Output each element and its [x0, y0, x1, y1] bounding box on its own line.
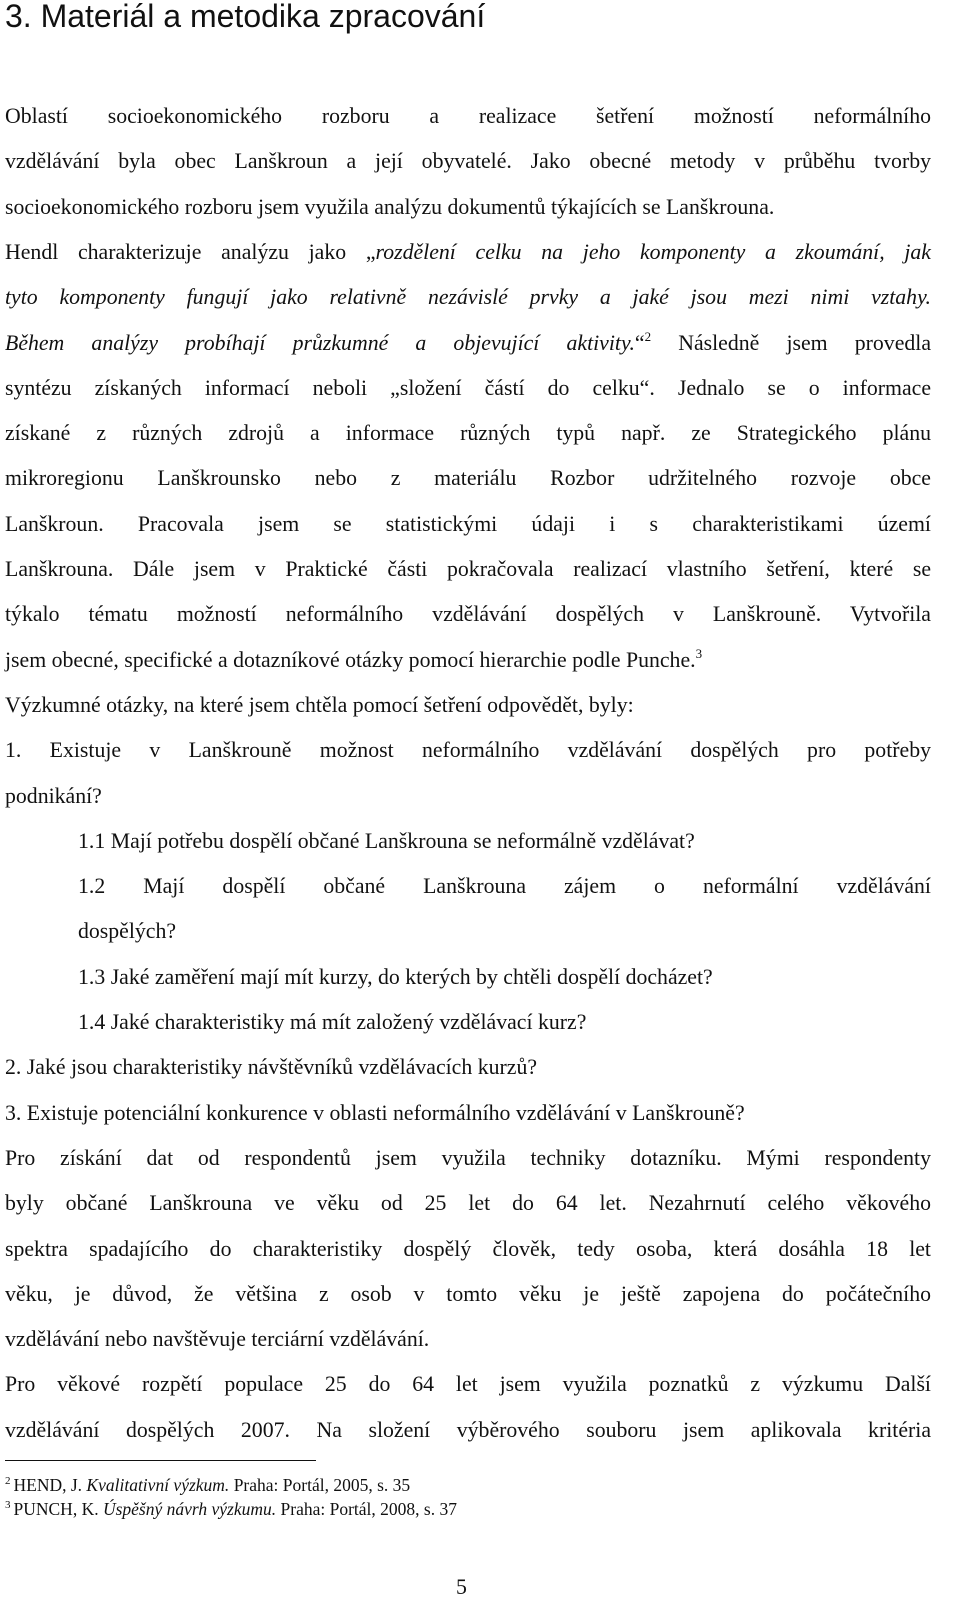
italic-text: Kvalitativní výzkum. [86, 1475, 230, 1495]
italic-text: Úspěšný návrh výzkumu. [102, 1499, 277, 1519]
text-segment: mikroregionu Lanškrounsko nebo z materiálu Rozbor udržitelného rozvoje obce [5, 466, 931, 491]
text-segment: Hendl charakterizuje analýzu jako „ [5, 239, 376, 264]
section-heading: 3. Materiál a metodika zpracování [5, 0, 486, 34]
text-segment: vzdělávání byla obec Lanškroun a její obyvatelé. Jako obecné metody v průběhu tvorby [5, 149, 931, 174]
text-line [5, 1324, 931, 1354]
text-segment: HEND, J. [13, 1475, 87, 1495]
text-line [5, 509, 931, 539]
footnote [5, 1498, 457, 1520]
text-line [5, 418, 931, 448]
text-line [5, 1415, 931, 1445]
footnote-reference: 3 [695, 645, 703, 661]
footnote-separator [5, 1460, 316, 1461]
italic-text: tyto komponenty fungují jako relativně nezávislé prvky a jaké jsou mezi nimi vztahy. [5, 285, 931, 310]
text-segment: 3. Existuje potenciální konkurence v oblasti neformálního vzdělávání v Lanškrouně? [5, 1100, 745, 1125]
footnote-number: 3 [5, 1499, 11, 1511]
text-segment: Pro získání dat od respondentů jsem využila techniky dotazníku. Mými respondenty [5, 1145, 931, 1170]
text-segment: dospělých? [78, 919, 177, 944]
text-line [78, 1007, 931, 1037]
text-line [5, 328, 931, 358]
text-segment: Oblastí socioekonomického rozboru a realizace šetření možností neformálního [5, 104, 931, 128]
text-segment: 2. Jaké jsou charakteristiky návštěvníků vzdělávacích kurzů? [5, 1055, 538, 1080]
text-segment: 1.4 Jaké charakteristiky má mít založený vzdělávací kurz? [78, 1010, 587, 1034]
text-line [5, 554, 931, 584]
text-line [5, 146, 931, 176]
text-line [5, 282, 931, 312]
text-segment: byly občané Lanškrouna ve věku od 25 let do 64 let. Nezahrnutí celého věkového [5, 1191, 931, 1216]
text-line [5, 237, 931, 267]
text-segment: 1.2 Mají dospělí občané Lanškrouna zájem o neformální vzdělávání [78, 874, 931, 899]
text-segment: týkalo tématu možností neformálního vzdělávání dospělých v Lanškrouně. Vytvořila [5, 602, 931, 627]
text-segment: podnikání? [5, 783, 102, 808]
text-segment: jsem obecné, specifické a dotazníkové otázky pomocí hierarchie podle Punche. [5, 647, 696, 672]
text-line [5, 1188, 931, 1218]
text-line [5, 463, 931, 493]
text-line [78, 962, 931, 992]
text-segment: vzdělávání nebo navštěvuje terciární vzdělávání. [5, 1327, 430, 1352]
footnote-reference: 2 [644, 328, 652, 344]
text-line [5, 101, 931, 131]
text-segment: Následně jsem provedla [651, 330, 931, 355]
text-segment: získané z různých zdrojů a informace různých typů např. ze Strategického plánu [5, 421, 931, 446]
text-segment: spektra spadajícího do charakteristiky dospělý člověk, tedy osoba, která dosáhla 18 let [5, 1236, 931, 1261]
text-line [5, 1098, 931, 1128]
text-line [78, 871, 931, 901]
text-segment: Výzkumné otázky, na které jsem chtěla pomocí šetření odpovědět, byly: [5, 692, 634, 717]
text-segment: syntézu získaných informací neboli „složení částí do celku“. Jednalo se o informace [5, 375, 931, 400]
text-segment: Pro věkové rozpětí populace 25 do 64 let jsem využila poznatků z výzkumu Další [5, 1372, 931, 1397]
text-segment: Lanškroun. Pracovala jsem se statistickými údaji i s charakteristikami území [5, 511, 931, 536]
footnote-number: 2 [5, 1475, 11, 1487]
text-segment: vzdělávání dospělých 2007. Na složení výběrového souboru jsem aplikovala kritéria [5, 1417, 931, 1442]
text-segment: socioekonomického rozboru jsem využila analýzu dokumentů týkajících se Lanškrouna. [5, 194, 775, 219]
text-line [5, 1052, 931, 1082]
text-line [5, 690, 931, 720]
text-segment: 1. Existuje v Lanškrouně možnost neformálního vzdělávání dospělých pro potřeby [5, 738, 931, 763]
text-line [5, 1369, 931, 1399]
text-line [78, 826, 931, 856]
page-number: 5 [456, 1575, 467, 1599]
text-line [5, 1279, 931, 1309]
text-line [5, 645, 931, 675]
italic-text: rozdělení celku na jeho komponenty a zkoumání, jak [375, 239, 931, 264]
text-segment: věku, je důvod, že většina z osob v tomto věku je ještě zapojena do počátečního [5, 1281, 931, 1306]
text-line [5, 735, 931, 765]
text-segment: 1.3 Jaké zaměření mají mít kurzy, do kterých by chtěli dospělí docházet? [78, 964, 713, 989]
footnote [5, 1474, 410, 1496]
text-line [78, 916, 931, 946]
text-segment: Praha: Portál, 2005, s. 35 [229, 1475, 411, 1495]
text-line [5, 781, 931, 811]
text-line [5, 192, 931, 222]
text-segment: Lanškrouna. Dále jsem v Praktické části pokračovala realizací vlastního šetření, které se [5, 557, 931, 581]
text-segment: Praha: Portál, 2008, s. 37 [276, 1499, 457, 1519]
text-line [5, 1234, 931, 1264]
text-line [5, 373, 931, 403]
text-segment: PUNCH, K. [13, 1499, 103, 1519]
text-line [5, 599, 931, 629]
text-segment: 1.1 Mají potřebu dospělí občané Lanškrouna se neformálně vzdělávat? [78, 828, 695, 853]
text-line [5, 1143, 931, 1173]
italic-text: Během analýzy probíhají průzkumné a objevující aktivity. [5, 330, 635, 355]
text-segment: “ [634, 330, 645, 355]
